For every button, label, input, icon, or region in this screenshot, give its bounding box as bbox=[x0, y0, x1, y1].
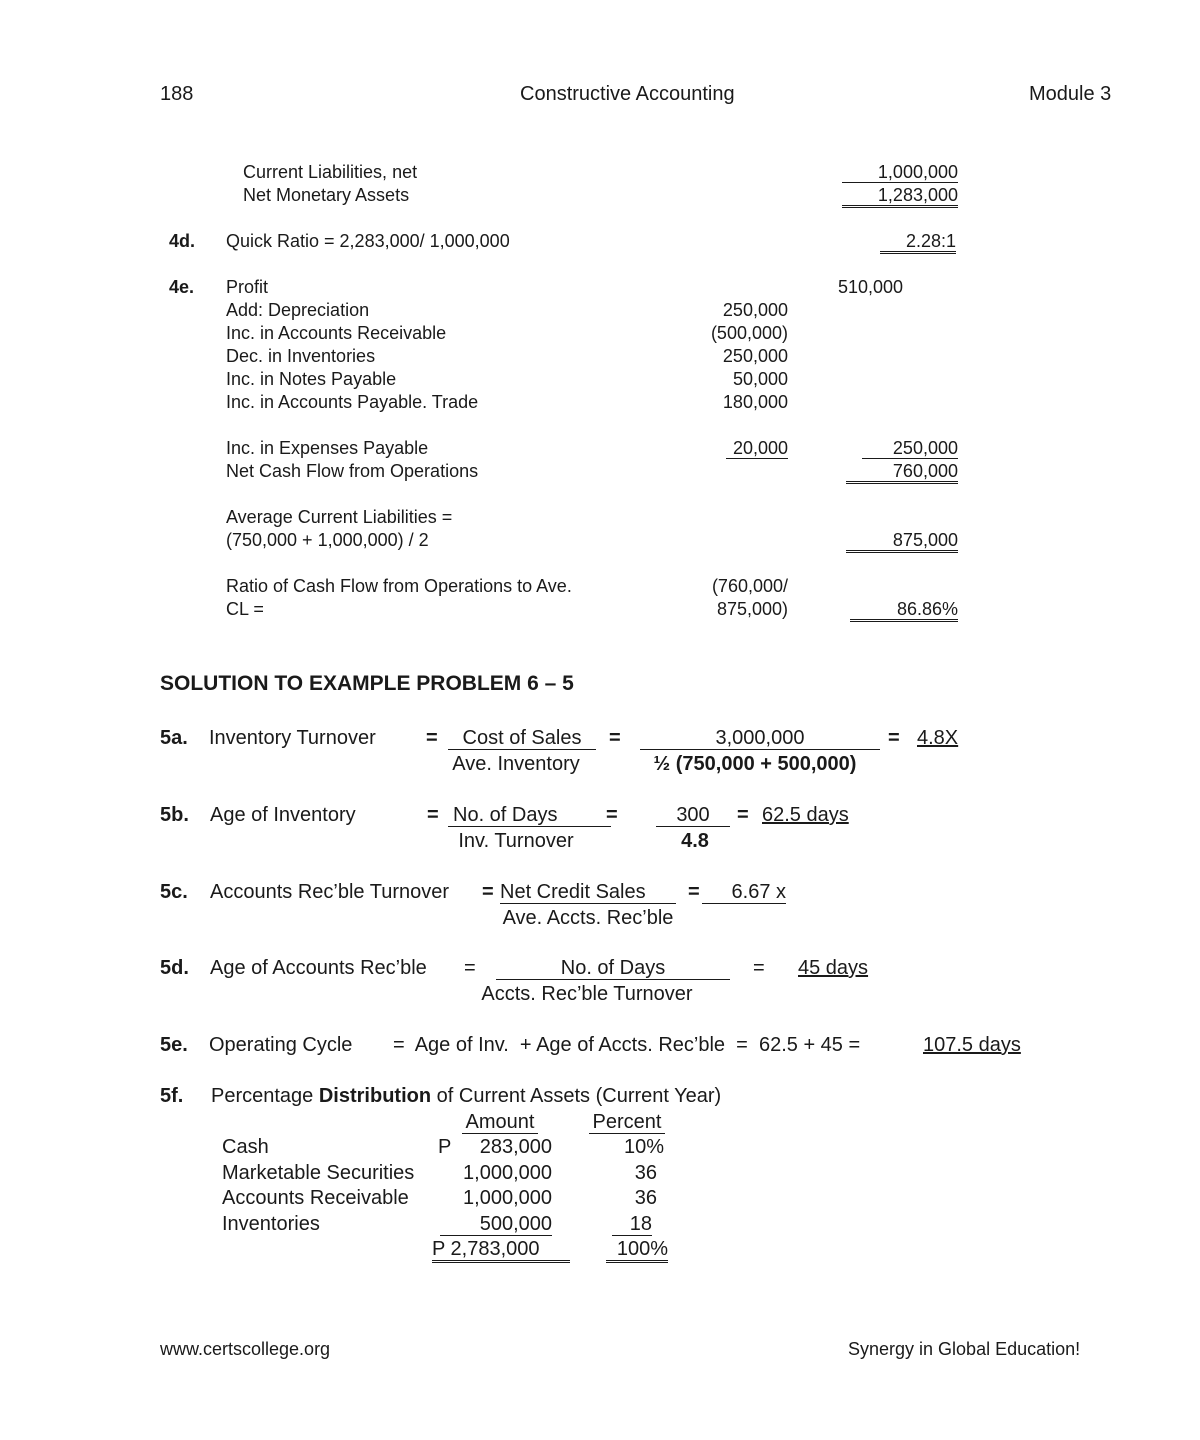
adjustment-total: 250,000 bbox=[862, 439, 958, 459]
adjustment-value: 180,000 bbox=[722, 392, 788, 412]
age-of-receivables-label: Age of Accounts Rec’ble bbox=[210, 957, 427, 979]
section-4e-number: 4e. bbox=[169, 277, 195, 297]
current-liabilities-label: Current Liabilities, net bbox=[243, 162, 418, 182]
page-title: Constructive Accounting bbox=[520, 83, 735, 105]
average-cl-value: 875,000 bbox=[846, 531, 958, 553]
cash-flow-ratio-numerator: (760,000/ bbox=[711, 576, 788, 596]
section-5f-number: 5f. bbox=[160, 1085, 184, 1107]
asset-percent: 10% bbox=[623, 1136, 664, 1158]
receivable-turnover-label: Accounts Rec’ble Turnover bbox=[210, 881, 450, 903]
asset-percent: 36 bbox=[634, 1162, 657, 1184]
page-number: 188 bbox=[160, 83, 194, 105]
cash-flow-ratio-denominator: 875,000) bbox=[716, 599, 788, 619]
fraction-numerator: No. of Days bbox=[496, 958, 730, 980]
average-cl-formula: (750,000 + 1,000,000) / 2 bbox=[226, 530, 429, 550]
equals-sign: = bbox=[606, 804, 618, 826]
profit-label: Profit bbox=[226, 277, 269, 297]
equals-sign: = bbox=[464, 957, 476, 979]
cash-flow-ratio-label: Ratio of Cash Flow from Operations to Ave. bbox=[226, 576, 572, 596]
equals-sign: = bbox=[737, 804, 749, 826]
net-cash-flow-label: Net Cash Flow from Operations bbox=[226, 461, 479, 481]
adjustment-label: Dec. in Inventories bbox=[226, 346, 376, 366]
distribution-title: Percentage Distribution of Current Assets (Current Year) bbox=[211, 1085, 722, 1107]
adjustment-label: Add: Depreciation bbox=[226, 300, 370, 320]
fraction-numerator: 300 bbox=[656, 805, 730, 827]
footer-website-link[interactable]: www.certscollege.org bbox=[160, 1339, 331, 1359]
quick-ratio-text: Quick Ratio = 2,283,000/ 1,000,000 bbox=[226, 231, 510, 251]
equals-sign: = bbox=[426, 727, 438, 749]
module-label: Module 3 bbox=[1029, 83, 1112, 105]
adjustment-value: 250,000 bbox=[722, 346, 788, 366]
asset-label: Inventories bbox=[222, 1213, 320, 1235]
footer-tagline: Synergy in Global Education! bbox=[848, 1339, 1081, 1359]
fraction-denominator: ½ (750,000 + 500,000) bbox=[653, 753, 857, 775]
column-header-amount: Amount bbox=[462, 1112, 538, 1134]
section-5b-number: 5b. bbox=[160, 804, 189, 826]
adjustment-label: Inc. in Notes Payable bbox=[226, 369, 397, 389]
cash-flow-ratio-label-cont: CL = bbox=[226, 599, 264, 619]
net-monetary-assets-value: 1,283,000 bbox=[842, 186, 958, 208]
asset-label: Accounts Receivable bbox=[222, 1187, 409, 1209]
fraction-denominator: Ave. Inventory bbox=[452, 753, 580, 775]
equals-sign: = bbox=[609, 727, 621, 749]
section-5c-number: 5c. bbox=[160, 881, 188, 903]
adjustment-label: Inc. in Accounts Receivable bbox=[226, 323, 447, 343]
total-amount: P 2,783,000 bbox=[432, 1239, 570, 1263]
asset-percent: 18 bbox=[612, 1214, 652, 1236]
equals-sign: = bbox=[427, 804, 439, 826]
peso-sign: P bbox=[438, 1136, 452, 1158]
current-liabilities-value: 1,000,000 bbox=[842, 163, 958, 183]
receivable-turnover-result: 6.67 x bbox=[702, 882, 786, 904]
solution-heading: SOLUTION TO EXAMPLE PROBLEM 6 – 5 bbox=[160, 672, 574, 695]
adjustment-value: 50,000 bbox=[732, 369, 788, 389]
asset-amount: 283,000 bbox=[479, 1136, 552, 1158]
operating-cycle-label: Operating Cycle bbox=[209, 1034, 353, 1056]
fraction-denominator: Accts. Rec’ble Turnover bbox=[481, 983, 693, 1005]
age-of-inventory-result: 62.5 days bbox=[762, 804, 849, 826]
age-of-inventory-label: Age of Inventory bbox=[210, 804, 356, 826]
inventory-turnover-result: 4.8X bbox=[917, 727, 959, 749]
net-monetary-assets-label: Net Monetary Assets bbox=[243, 185, 410, 205]
adjustment-value: 250,000 bbox=[722, 300, 788, 320]
asset-label: Marketable Securities bbox=[222, 1162, 415, 1184]
asset-amount: 500,000 bbox=[440, 1214, 552, 1236]
adjustment-label: Inc. in Expenses Payable bbox=[226, 438, 429, 458]
average-cl-label: Average Current Liabilities = bbox=[226, 507, 453, 527]
equals-sign: = bbox=[888, 727, 900, 749]
fraction-denominator: Inv. Turnover bbox=[458, 830, 574, 852]
total-percent: 100% bbox=[606, 1239, 668, 1263]
equals-sign: = bbox=[753, 957, 765, 979]
adjustment-label: Inc. in Accounts Payable. Trade bbox=[226, 392, 479, 412]
asset-amount: 1,000,000 bbox=[463, 1187, 552, 1209]
fraction-denominator: Ave. Accts. Rec’ble bbox=[502, 907, 674, 929]
operating-cycle-result: 107.5 days bbox=[923, 1034, 1021, 1056]
adjustment-value: (500,000) bbox=[710, 323, 788, 343]
section-5d-number: 5d. bbox=[160, 957, 189, 979]
profit-value: 510,000 bbox=[838, 277, 904, 297]
asset-percent: 36 bbox=[634, 1187, 657, 1209]
inventory-turnover-label: Inventory Turnover bbox=[209, 727, 376, 749]
fraction-numerator: 3,000,000 bbox=[640, 728, 880, 750]
asset-label: Cash bbox=[222, 1136, 269, 1158]
adjustment-value: 20,000 bbox=[726, 439, 788, 459]
fraction-numerator: Cost of Sales bbox=[448, 728, 596, 750]
section-5e-number: 5e. bbox=[160, 1034, 188, 1056]
equals-sign: = bbox=[688, 881, 700, 903]
fraction-denominator: 4.8 bbox=[681, 830, 709, 852]
column-header-percent: Percent bbox=[589, 1112, 665, 1134]
equals-sign: = bbox=[482, 881, 494, 903]
age-of-receivables-result: 45 days bbox=[798, 957, 869, 979]
section-4d-number: 4d. bbox=[169, 231, 196, 251]
operating-cycle-formula: = Age of Inv. + Age of Accts. Rec’ble = 62.5 + 45 = bbox=[393, 1034, 861, 1056]
fraction-numerator: No. of Days bbox=[448, 805, 611, 827]
quick-ratio-value: 2.28:1 bbox=[880, 232, 956, 254]
fraction-numerator: Net Credit Sales bbox=[500, 882, 676, 904]
asset-amount: 1,000,000 bbox=[463, 1162, 552, 1184]
net-cash-flow-value: 760,000 bbox=[846, 462, 958, 484]
cash-flow-ratio-value: 86.86% bbox=[850, 600, 958, 622]
section-5a-number: 5a. bbox=[160, 727, 188, 749]
